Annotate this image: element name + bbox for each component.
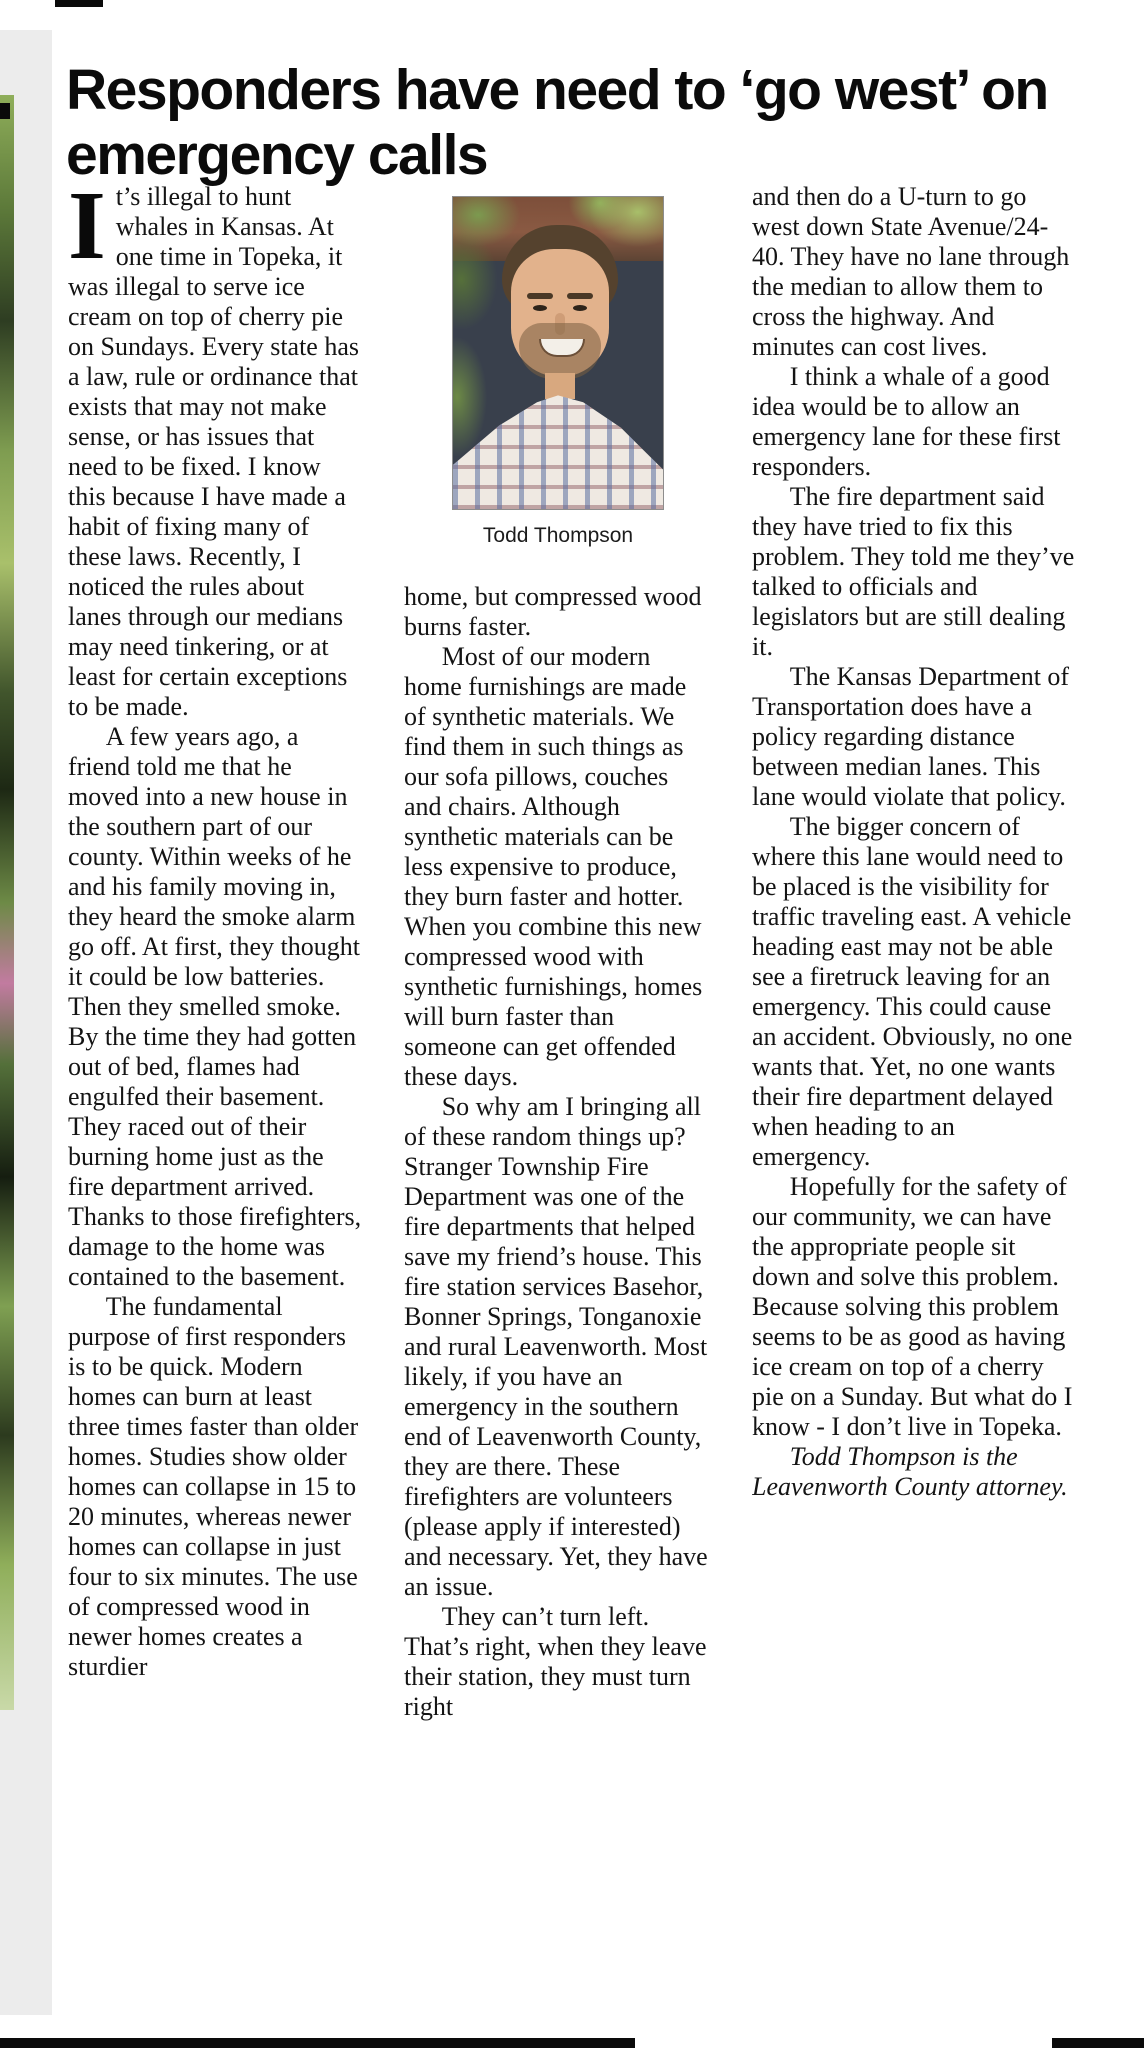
article-paragraph: It’s illegal to hunt whales in Kansas. At one time in Topeka, it was illegal to serve ice cream on top of cherry pie on Sundays. Every state has a law, rule or ordinance that exists that may not make sense, or has issues that need to be fixed. I know this because I have made a habit of fixing many of these laws. Recently, I noticed the rules about lanes through our medians may need tinkering, or at least for certain exceptions to be made.	[68, 182, 360, 721]
photo-brow-left	[527, 293, 553, 299]
article-paragraph: So why am I bringing all of these random things up? Stranger Township Fire Department was one of the fire departments that helped save my friend’s house. This fire station services Basehor, Bonner Springs, Tonganoxie and rural Leavenworth. Most likely, if you have an emergency in the southern end of Leavenworth County, they are there. These firefighters are volunteers (please apply if interested) and necessary. Yet, they have an issue.	[404, 1092, 708, 1601]
portrait-photo	[452, 196, 664, 510]
article-paragraph: The fundamental purpose of first responders is to be quick. Modern homes can burn at least three times faster than older homes. Studies show older homes can collapse in 15 to 20 minutes, whereas newer homes can collapse in just four to six minutes. The use of compressed wood in newer homes creates a sturdier	[68, 1292, 359, 1681]
article-paragraph: The Kansas Department of Transportation does have a policy regarding distance between median lanes. This lane would violate that policy.	[752, 662, 1070, 811]
article-paragraph: The bigger concern of where this lane would need to be placed is the visibility for traffic traveling east. A vehicle heading east may not be able see a firetruck leaving for an emergency. This could cause an accident. Obviously, no one wants that. Yet, no one wants their fire department delayed when heading to an emergency.	[752, 812, 1073, 1171]
photo-neck	[545, 373, 575, 399]
top-rule	[55, 0, 103, 7]
article-body	[68, 182, 1078, 2032]
article-paragraph: They can’t turn left. That’s right, when they leave their station, they must turn right	[404, 1602, 707, 1721]
drop-cap: I	[68, 182, 106, 279]
edge-mark	[0, 103, 10, 119]
column-text	[404, 582, 712, 1722]
article-paragraph: A few years ago, a friend told me that he moved into a new house in the southern part of our county. Within weeks of he and his family moving in, they heard the smoke alarm go off. At first, they thought it could be low batteries. Then they smelled smoke. By the time they had gotten out of bed, flames had engulfed their basement. They raced out of their burning home just as the fire department arrived. Thanks to those firefighters, damage to the home was contained to the basement.	[68, 722, 362, 1291]
photo-eye-right	[573, 305, 587, 311]
photo-brow-right	[567, 293, 593, 299]
article-paragraph: Todd Thompson is the Leavenworth County attorney.	[752, 1442, 1068, 1501]
article-column-2	[404, 182, 712, 2032]
bottom-rule-left	[0, 2038, 635, 2048]
article-paragraph: Most of our modern home furnishings are made of synthetic materials. We find them in such things as our sofa pillows, couches and chairs. Although synthetic materials can be less expensive to produce, they burn faster and hotter. When you combine this new compressed wood with synthetic furnishings, homes will burn faster than someone can get offended these days.	[404, 642, 703, 1091]
photo-eye-left	[533, 305, 547, 311]
portrait-figure	[452, 196, 664, 510]
article-column-1	[68, 182, 364, 2032]
article-paragraph: I think a whale of a good idea would be to allow an emergency lane for these first responders.	[752, 362, 1061, 481]
column-text	[752, 182, 1078, 1502]
article-paragraph: The fire department said they have tried to fix this problem. They told me they’ve talked to officials and legislators but are still dealing it.	[752, 482, 1075, 661]
article-paragraph: Hopefully for the safety of our community, we can have the appropriate people sit down and solve this problem. Because solving this problem seems to be as good as having ice cream on top of a cherry pie on a Sunday. But what do I know - I don’t live in Topeka.	[752, 1172, 1073, 1441]
article-column-3	[752, 182, 1078, 2032]
article-paragraph: home, but compressed wood burns faster.	[404, 582, 702, 641]
article-paragraph: and then do a U-turn to go west down State Avenue/24-40. They have no lane through the median to allow them to cross the highway. And minutes can cost lives.	[752, 182, 1070, 361]
adjacent-photo-strip	[0, 95, 14, 1710]
bottom-rule-right	[1052, 2038, 1144, 2048]
photo-caption: Todd Thompson	[482, 524, 634, 547]
article-headline: Responders have need to ‘go west’ on emergency calls	[66, 58, 1048, 187]
column-text	[68, 182, 364, 1682]
